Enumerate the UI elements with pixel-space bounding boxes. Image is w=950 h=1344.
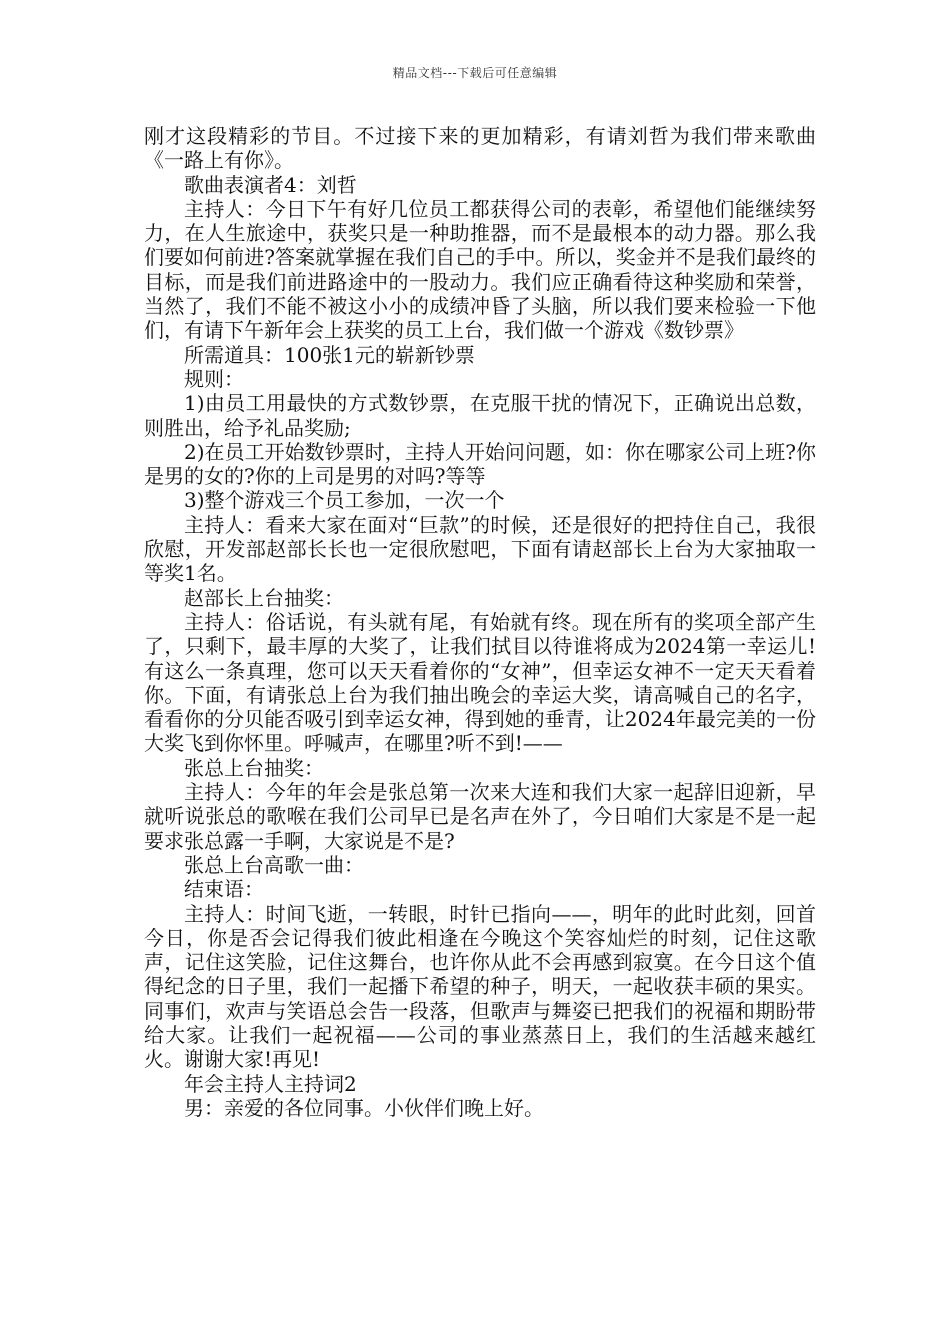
page-header: 精品文档---下载后可任意编辑 <box>392 66 558 80</box>
paragraph-props: 所需道具：100张1元的崭新钞票 <box>184 342 475 367</box>
paragraph-closing-heading: 结束语： <box>184 877 264 902</box>
paragraph-section-title-2: 年会主持人主持词2 <box>184 1071 357 1096</box>
paragraph-zhang-sings: 张总上台高歌一曲： <box>184 852 364 877</box>
paragraph-host-closing: 主持人：时间飞逝，一转眼，时针已指向——，明年的此时此刻，回首今日，你是否会记得我们彼此相逢在今晚这个笑容灿烂的时刻，记住这歌声，记住这笑脸，记住这舞台，也许你从此不会再感到寂寞。在今日这个值得纪念的日子里，我们一起播下希望的种子，明天，一起收获丰硕的果实。同事们，欢声与笑语总会告一段落，但歌声与舞姿已把我们的祝福和期盼带给大家。让我们一起祝福——公司的事业蒸蒸日上，我们的生活越来越红火。谢谢大家!再见! <box>144 901 816 1072</box>
paragraph-host-grand-prize: 主持人：俗话说，有头就有尾，有始就有终。现在所有的奖项全部产生了，只剩下，最丰厚的大奖了，让我们拭目以待谁将成为2024第一幸运儿!有这么一条真理，您可以天天看着你的“女神”，但幸运女神不一定天天看着你。下面，有请张总上台为我们抽出晚会的幸运大奖，请高喊自己的名字，看看你的分贝能否吸引到幸运女神，得到她的垂青，让2024年最完美的一份大奖飞到你怀里。呼喊声，在哪里?听不到!—— <box>144 609 816 756</box>
paragraph-host-zhang-song: 主持人：今年的年会是张总第一次来大连和我们大家一起辞旧迎新，早就听说张总的歌喉在我们公司早已是名声在外了，今日咱们大家是不是一起要求张总露一手啊，大家说是不是? <box>144 780 816 853</box>
paragraph-host-first-prize: 主持人：看来大家在面对“巨款”的时候，还是很好的把持住自己，我很欣慰，开发部赵部长长也一定很欣慰吧，下面有请赵部长上台为大家抽取一等奖1名。 <box>144 512 816 586</box>
paragraph-intro-continuation: 刚才这段精彩的节目。不过接下来的更加精彩，有请刘哲为我们带来歌曲《一路上有你》。 <box>144 124 816 173</box>
paragraph-rules-heading: 规则： <box>184 366 244 391</box>
paragraph-rule-1: 1)由员工用最快的方式数钞票，在克服干扰的情况下，正确说出总数，则胜出，给予礼品奖励; <box>144 391 816 440</box>
paragraph-rule-3: 3)整个游戏三个员工参加，一次一个 <box>184 488 505 513</box>
paragraph-host-awards: 主持人：今日下午有好几位员工都获得公司的表彰，希望他们能继续努力，在人生旅途中，获奖只是一种助推器，而不是最根本的动力器。那么我们要如何前进?答案就掌握在我们自己的手中。所以，奖金并不是我们最终的目标，而是我们前进路途中的一股动力。我们应正确看待这种奖励和荣誉，当然了，我们不能不被这小小的成绩冲昏了头脑，所以我们要来检验一下他们，有请下午新年会上获奖的员工上台，我们做一个游戏《数钞票》 <box>144 196 816 343</box>
paragraph-performer-4: 歌曲表演者4：刘哲 <box>184 172 357 197</box>
paragraph-male-greeting: 男：亲爱的各位同事。小伙伴们晚上好。 <box>184 1095 544 1120</box>
paragraph-rule-2: 2)在员工开始数钞票时，主持人开始问问题，如：你在哪家公司上班?你是男的女的?你的上司是男的对吗?等等 <box>144 439 816 489</box>
paragraph-zhao-draw: 赵部长上台抽奖： <box>184 585 344 610</box>
paragraph-zhang-draw: 张总上台抽奖： <box>184 755 324 780</box>
document-body <box>144 124 816 1120</box>
